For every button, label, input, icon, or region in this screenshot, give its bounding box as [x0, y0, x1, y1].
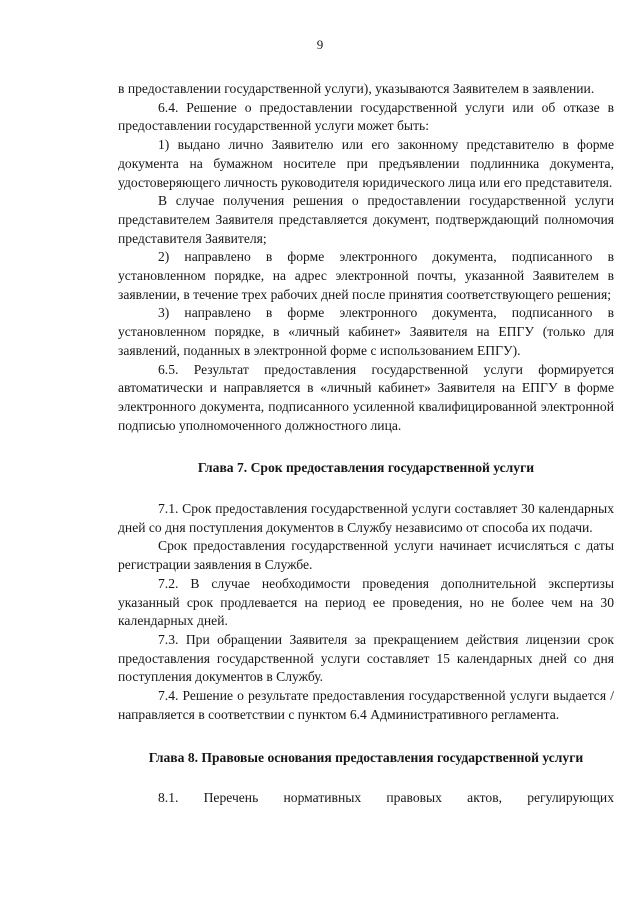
chapter-7-heading: Глава 7. Срок предоставления государственной услуги	[197, 460, 535, 476]
paragraph: 7.3. При обращении Заявителя за прекращением действия лицензии срок предоставления государственной услуги составляет 15 календарных дней со дня поступления документов в Службу.	[118, 631, 614, 685]
chapter-7-body	[118, 500, 614, 724]
page-number: 9	[316, 37, 324, 52]
paragraph: Срок предоставления государственной услуги начинает исчисляться с даты регистрации заявления в Службе.	[118, 538, 614, 573]
paragraph: В случае получения решения о предоставлении государственной услуги представителем Заявителя представляется документ, подтверждающий полномочия представителя Заявителя;	[118, 193, 614, 246]
paragraph: 2) направлено в форме электронного документа, подписанного в установленном порядке, на адрес электронной почты, указанной Заявителем в заявлении, в течение трех рабочих дней после принятия соответствующего решения;	[118, 249, 614, 302]
paragraph: 7.1. Срок предоставления государственной услуги составляет 30 календарных дней со дня поступления документов в Службу независимо от способа их подачи.	[118, 501, 614, 535]
chapter-8-body	[118, 789, 614, 808]
paragraph: 8.1. Перечень нормативных правовых актов, регулирующих	[158, 790, 614, 806]
document-body	[118, 80, 614, 808]
paragraph: 6.4. Решение о предоставлении государственной услуги или об отказе в предоставлении государственной услуги может быть:	[118, 99, 614, 134]
paragraph: 6.5. Результат предоставления государственной услуги формируется автоматически и направляется в «личный кабинет» Заявителя на ЕПГУ в форме электронного документа, подписанного усиленной квалифицированной электронной подписью уполномоченного должностного лица.	[118, 361, 614, 433]
paragraph: в предоставлении государственной услуги), указываются Заявителем в заявлении.	[118, 81, 595, 96]
paragraph: 3) направлено в форме электронного документа, подписанного в установленном порядке, в «личный кабинет» Заявителя на ЕПГУ (только для заявлений, поданных в электронной форме с использованием ЕПГУ).	[118, 305, 614, 358]
paragraph: 1) выдано лично Заявителю или его законному представителю в форме документа на бумажном носителе при предъявлении подлинника документа, удостоверяющего личность руководителя юридического лица или его представителя.	[118, 137, 614, 190]
chapter-8-heading: Глава 8. Правовые основания предоставления государственной услуги	[148, 749, 584, 765]
section-6-continuation	[118, 80, 614, 435]
paragraph: 7.4. Решение о результате предоставления государственной услуги выдается / направляется в соответствии с пунктом 6.4 Административного регламента.	[118, 688, 614, 722]
paragraph: 7.2. В случае необходимости проведения дополнительной экспертизы указанный срок продлевается на период ее проведения, но не более чем на 30 календарных дней.	[118, 575, 614, 629]
